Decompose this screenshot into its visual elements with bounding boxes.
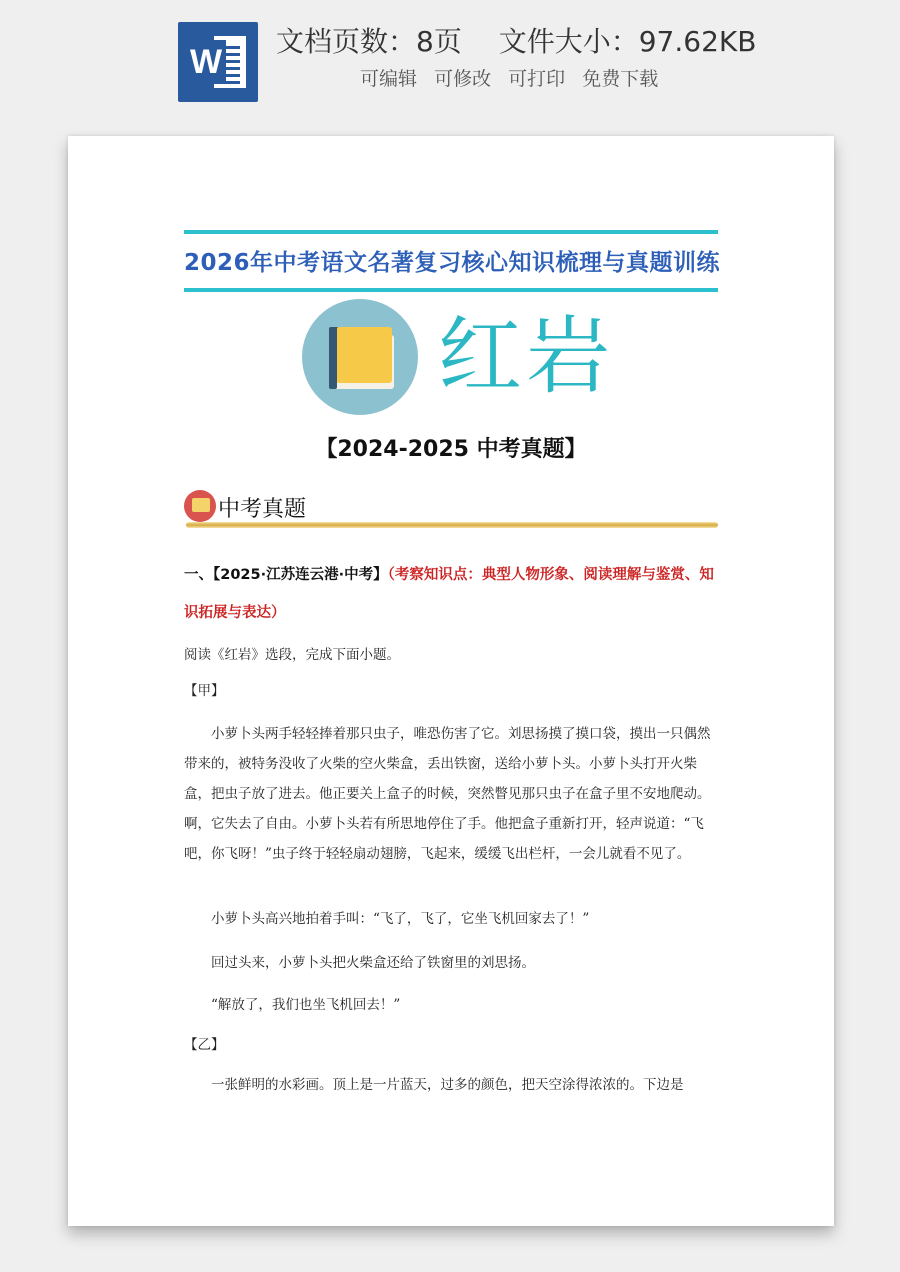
part-a-paragraph-4: “解放了，我们也坐飞机回去！” [211,997,401,1013]
feature-editable: 可编辑 [360,68,418,90]
document-info-header [0,0,900,120]
part-a-paragraph-2: 小萝卜头高兴地拍着手叫：“飞了，飞了，它坐飞机回家去了！” [211,911,590,927]
part-a-paragraph-3: 回过头来，小萝卜头把火柴盒还给了铁窗里的刘思扬。 [211,955,535,971]
section-heading-label: 中考真题 [218,497,307,522]
feature-modifiable: 可修改 [434,68,492,90]
book-icon [302,299,418,415]
part-b-paragraph-1: 一张鲜明的水彩画。顶上是一片蓝天，过多的颜色，把天空涂得浓浓的。下边是 [211,1077,684,1093]
page-count: 文档页数：8页 [276,25,462,58]
feature-printable: 可打印 [508,68,566,90]
section-divider [186,522,718,528]
section-heading [184,490,718,534]
reading-intro: 阅读《红岩》选段，完成下面小题。 [184,647,400,663]
word-document-icon: W [178,22,258,102]
part-a-paragraph-1: 小萝卜头两手轻轻捧着那只虫子，唯恐伤害了它。刘思扬摸了摸口袋，摸出一只偶然带来的，被特务没收了火柴的空火柴盒，丢出铁窗，送给小萝卜头。小萝卜头打开火柴盒，把虫子放了进去。他正要关上盒子的时候，突然瞥见那只虫子在盒子里不安地爬动。啊，它失去了自由。小萝卜头若有所思地停住了手。他把盒子重新打开，轻声说道：“飞吧，你飞呀！”虫子终于轻轻扇动翅膀，飞起来，缓缓飞出栏杆，一会儿就看不见了。 [184,726,711,862]
banner [184,230,721,292]
file-size: 文件大小：97.62KB [498,25,757,58]
document-meta [276,20,784,60]
question-knowledge-points: （考察知识点：典型人物形象、阅读理解与鉴赏、知识拓展与表达） [184,567,714,621]
question-header [184,556,724,632]
exam-title: 【2024-2025 中考真题】 [315,437,587,462]
document-features [360,64,669,91]
document-page [68,136,834,1226]
book-title: 红岩 [438,307,615,405]
part-a-label: 【甲】 [184,683,225,699]
feature-free-download: 免费下载 [582,68,659,90]
part-b-label: 【乙】 [184,1037,225,1053]
banner-title: 2026年中考语文名著复习核心知识梳理与真题训练 [184,250,721,276]
section-badge-icon [184,490,216,522]
question-prefix: 一、【2025·江苏连云港·中考】 [184,567,388,583]
